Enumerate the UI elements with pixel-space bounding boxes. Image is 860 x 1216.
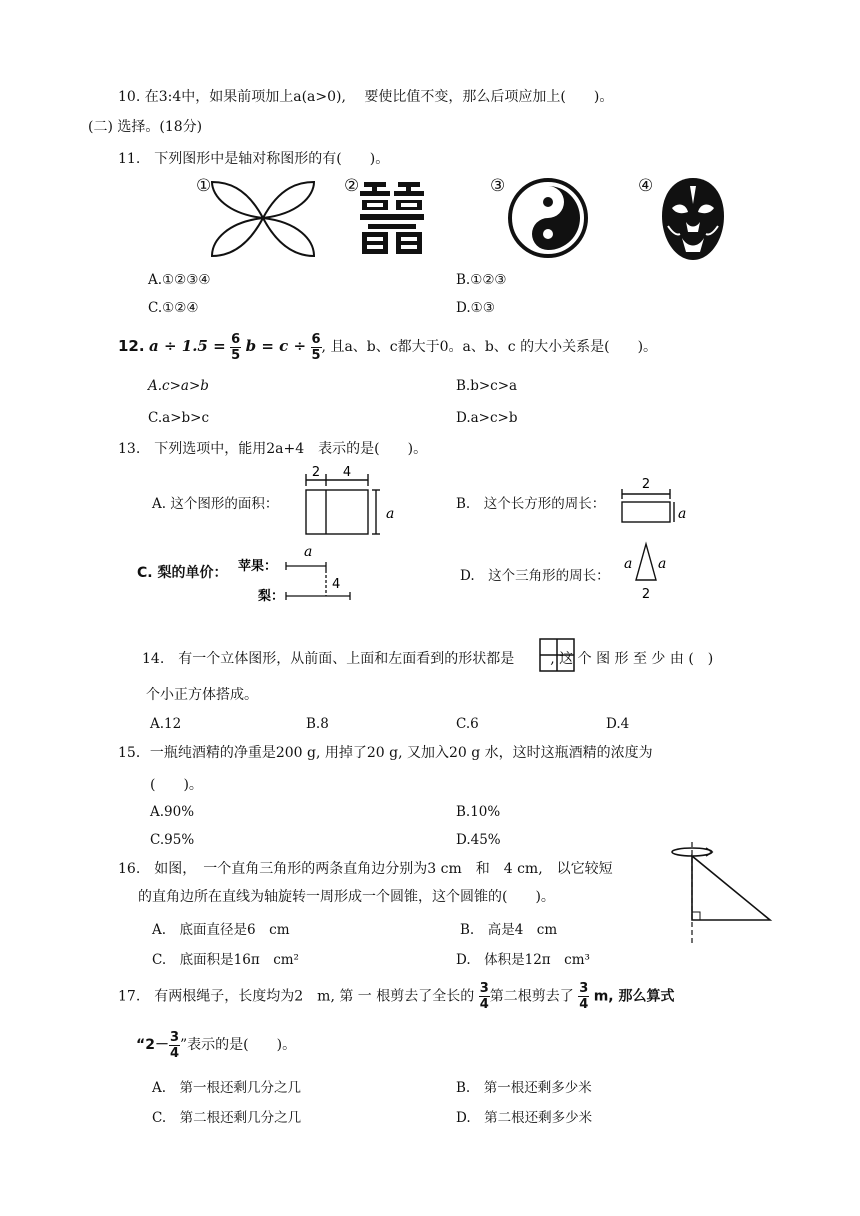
q13-option-a[interactable]: A. 这个图形的面积： (152, 496, 279, 512)
q12-fraction-2: $\frac{6}{5}$ (311, 331, 321, 363)
q17-option-b[interactable]: B. 第一根还剩多少米 (456, 1080, 592, 1096)
q15-option-b[interactable]: B.10% (456, 804, 501, 820)
q12-expr-b: b = c ÷ (245, 337, 307, 355)
q12-stem (118, 332, 657, 362)
yin-yang-figure (506, 178, 590, 258)
q13-fig-c-a: a (304, 544, 313, 560)
q12-option-a[interactable]: A.c>a>b (148, 378, 209, 394)
q17-fraction-2: $\frac{3}{4}$ (579, 981, 589, 1012)
q14-option-a[interactable]: A.12 (150, 716, 182, 732)
q13-fig-d-left: a (624, 556, 633, 572)
q13-fig-a-width-1: 2 (311, 465, 321, 480)
q17-option-d[interactable]: D. 第二根还剩多少米 (456, 1110, 593, 1126)
q11-fig-label-3: ③ (490, 176, 506, 196)
q16-option-c[interactable]: C. 底面积是16π cm² (152, 952, 299, 968)
q12-option-b[interactable]: B.b>c>a (456, 378, 518, 394)
q13-figure-d (620, 540, 674, 602)
q14-stem-2: 个小正方体搭成。 (146, 687, 258, 703)
q12-option-c[interactable]: C.a>b>c (148, 410, 210, 426)
q16-option-b[interactable]: B. 高是4 cm (460, 922, 558, 938)
q16-stem-2: 的直角边所在直线为轴旋转一周形成一个圆锥，这个圆锥的( )。 (138, 889, 555, 905)
q13-fig-c-apple-label: 苹果： (238, 559, 278, 574)
double-happiness-figure (360, 180, 424, 256)
section-title: (二) 选择。(18分) (88, 119, 203, 135)
q15-option-d[interactable]: D.45% (456, 832, 501, 848)
opera-mask-figure (660, 176, 726, 262)
q16-option-d[interactable]: D. 体积是12π cm³ (456, 952, 590, 968)
q13-fig-a-height: a (386, 506, 395, 522)
q11-option-a[interactable]: A.①②③④ (148, 272, 211, 288)
q14-option-c[interactable]: C.6 (456, 716, 479, 732)
q17-option-c[interactable]: C. 第二根还剩几分之几 (152, 1110, 302, 1126)
q11-option-d[interactable]: D.①③ (456, 300, 495, 316)
q13-fig-b-width: 2 (641, 477, 651, 492)
q13-fig-b-height: a (678, 506, 687, 522)
q16-stem: 16. 如图， 一个直角三角形的两条直角边分别为3 cm 和 4 cm, 以它较短 (118, 861, 613, 877)
q10-text: 10. 在3:4中，如果前项加上a(a>0), 要使比值不变，那么后项应加上( )。 (118, 89, 614, 105)
q12-option-d[interactable]: D.a>c>b (456, 410, 518, 426)
q13-figure-a (300, 462, 400, 540)
q12-expr-a: a ÷ 1.5 = (149, 337, 226, 355)
q17-fraction-3: $\frac{3}{4}$ (169, 1029, 179, 1061)
q15-option-c[interactable]: C.95% (150, 832, 195, 848)
q17-stem: 17. 有两根绳子，长度均为2 m, 第 一 根剪去了全长的 $\frac{3}{4}$ 第二根剪去了 $\frac{3}{4}$ m, 那么算式 (118, 981, 675, 1012)
q11-option-c[interactable]: C.①②④ (148, 300, 199, 316)
q13-option-c[interactable]: C. 梨的单价： (137, 565, 228, 581)
q17-fraction-1: $\frac{3}{4}$ (479, 981, 489, 1012)
q12-fraction-1: $\frac{6}{5}$ (231, 331, 241, 363)
q15-stem-2: ( )。 (150, 777, 203, 793)
q17-option-a[interactable]: A. 第一根还剩几分之几 (152, 1080, 302, 1096)
right-triangle-rotation-figure (670, 838, 780, 948)
q13-figure-c (236, 542, 360, 608)
q15-option-a[interactable]: A.90% (150, 804, 195, 820)
q13-fig-d-right: a (658, 556, 667, 572)
q13-fig-a-width-2: 4 (342, 465, 352, 480)
q11-stem: 11. 下列图形中是轴对称图形的有( )。 (118, 151, 390, 167)
q12-tail: , 且a、b、c都大于0。a、b、c 的大小关系是( )。 (321, 339, 658, 355)
q13-fig-c-4: 4 (332, 577, 341, 592)
q13-option-b[interactable]: B. 这个长方形的周长： (456, 496, 606, 512)
q14-stem: 14. 有一个立体图形，从前面、上面和左面看到的形状都是 , 这 个 图 形 至 少 由 ( ) (142, 651, 714, 667)
q13-fig-c-pear-label: 梨： (258, 589, 285, 604)
q11-fig-label-4: ④ (638, 176, 654, 196)
q14-option-b[interactable]: B.8 (306, 716, 329, 732)
q11-option-b[interactable]: B.①②③ (456, 272, 507, 288)
four-petal-flower-figure (208, 178, 318, 258)
q11-fig-label-1: ① (196, 176, 212, 196)
q17-expression: “2－ $\frac{3}{4}$ ”表示的是( )。 (136, 1029, 297, 1061)
q14-option-d[interactable]: D.4 (606, 716, 630, 732)
q16-option-a[interactable]: A. 底面直径是6 cm (152, 922, 290, 938)
q13-figure-b (616, 474, 696, 526)
q13-option-d[interactable]: D. 这个三角形的周长： (460, 568, 610, 584)
q13-fig-d-base: 2 (641, 587, 651, 602)
q12-number: 12. (118, 337, 145, 355)
q13-stem: 13. 下列选项中，能用2a+4 表示的是( )。 (118, 441, 428, 457)
q15-stem: 15．一瓶纯酒精的净重是200 g, 用掉了20 g, 又加入20 g 水，这时这瓶酒精的浓度为 (118, 745, 653, 761)
q11-fig-label-2: ② (344, 176, 360, 196)
grid-view-icon (538, 637, 576, 673)
